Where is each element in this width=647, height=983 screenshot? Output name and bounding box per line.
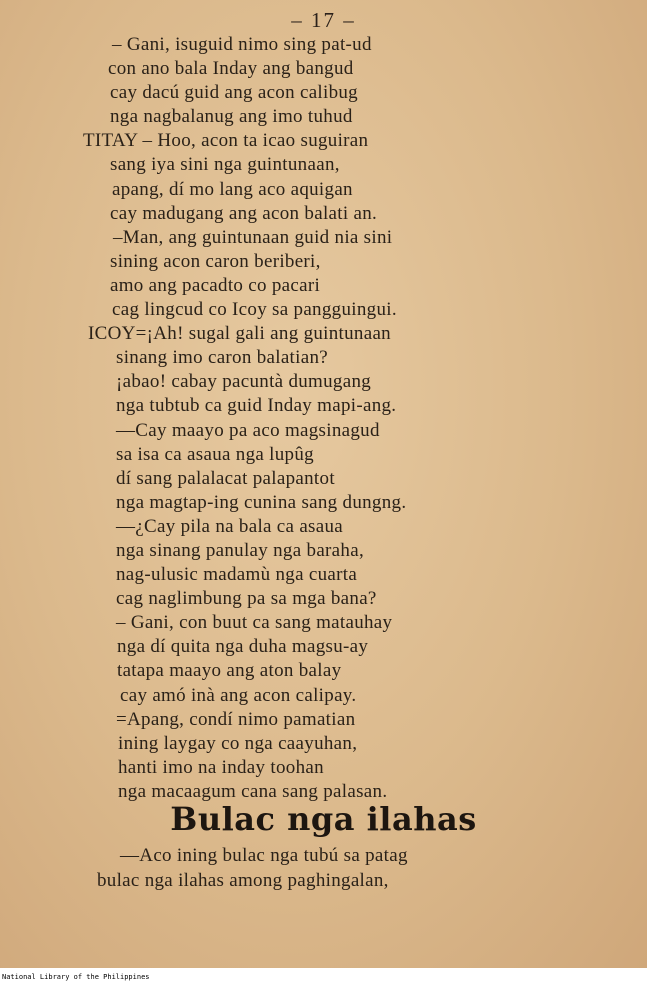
verse-line: –Man, ang guintunaan guid nia sini — [113, 226, 393, 248]
verse-line: TITAY – Hoo, acon ta icao suguiran — [83, 130, 369, 152]
verse-line: —Cay maayo pa aco magsinagud — [116, 419, 380, 441]
verse-line: ¡abao! cabay pacuntà dumugang — [116, 371, 372, 393]
verse-line: nga tubtub ca guid Inday mapi-ang. — [116, 395, 397, 417]
verse-line: —Aco ining bulac nga tubú sa patag — [120, 845, 408, 866]
verse-line: cay madugang ang acon balati an. — [110, 202, 378, 224]
verse-line: sa isa ca asaua nga lupûg — [116, 443, 314, 465]
verse-line: sang iya sini nga guintunaan, — [110, 154, 340, 176]
verse-line: nga dí quita nga duha magsu-ay — [117, 636, 369, 658]
library-credit: National Library of the Philippines — [2, 973, 150, 981]
verse-line: tatapa maayo ang aton balay — [117, 660, 342, 682]
verse-line: – Gani, isuguid nimo sing pat-ud — [112, 34, 372, 55]
verse-line: – Gani, con buut ca sang matauhay — [116, 612, 393, 634]
verse-line: nga sinang panulay nga baraha, — [116, 539, 364, 561]
page-number: – 17 – — [291, 8, 356, 32]
verse-line: amo ang pacadto co pacari — [110, 274, 321, 296]
verse-line: cay amó inà ang acon calipay. — [120, 684, 357, 706]
verse-line: con ano bala Inday ang bangud — [108, 58, 354, 80]
verse-line: nga magtap-ing cunina sang dungng. — [116, 491, 407, 513]
verse-line: sinang imo caron balatian? — [116, 347, 328, 369]
verse-line: cag naglimbung pa sa mga bana? — [116, 588, 377, 610]
section-heading: Bulac nga ilahas — [170, 800, 477, 838]
verse-line: ICOY=¡Ah! sugal gali ang guintunaan — [88, 323, 391, 345]
verse-line: cay dacú guid ang acon calibug — [110, 82, 358, 104]
verse-line: —¿Cay pila na bala ca asaua — [116, 515, 344, 537]
verse-line: nga macaagum cana sang palasan. — [118, 780, 388, 802]
verse-line: ining laygay co nga caayuhan, — [118, 732, 358, 754]
verse-line: dí sang palalacat palapantot — [116, 467, 335, 489]
verse-line: nga nagbalanug ang imo tuhud — [110, 106, 353, 128]
verse-line: =Apang, condí nimo pamatian — [116, 708, 356, 730]
verse-block — [0, 33, 647, 804]
verse-line: apang, dí mo lang aco aquigan — [112, 178, 353, 200]
verse-line: cag lingcud co Icoy sa pangguingui. — [112, 299, 397, 321]
verse-line: bulac nga ilahas among paghingalan, — [97, 870, 389, 891]
verse-block-2 — [0, 843, 647, 893]
verse-line: sining acon caron beriberi, — [110, 250, 321, 272]
verse-line: hanti imo na inday toohan — [118, 756, 324, 778]
verse-line: nag-ulusic madamù nga cuarta — [116, 564, 358, 586]
